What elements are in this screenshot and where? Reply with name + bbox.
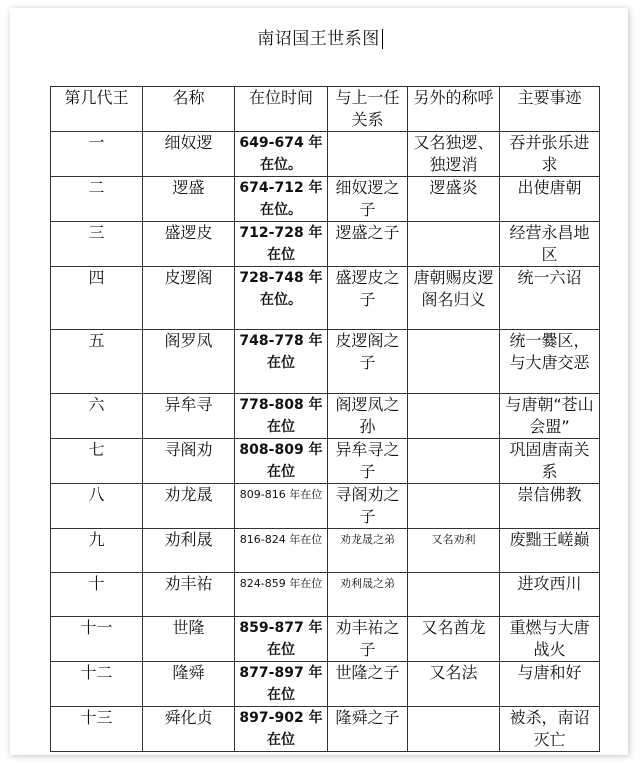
cell-name: 寻阁劝 bbox=[143, 439, 235, 484]
cell-main-events: 统一爨区，与大唐交恶 bbox=[500, 330, 600, 394]
cell-main-events: 进攻西川 bbox=[500, 573, 600, 617]
cell-main-events: 经营永昌地区 bbox=[500, 222, 600, 267]
cell-reign-period: 897-902 年在位 bbox=[235, 707, 328, 752]
cell-relation: 盛逻皮之子 bbox=[328, 267, 408, 330]
cell-reign-period: 748-778 年在位 bbox=[235, 330, 328, 394]
cell-relation: 劝利晟之弟 bbox=[328, 573, 408, 617]
cell-main-events: 废黜王嵯巅 bbox=[500, 529, 600, 573]
cell-reign-period: 877-897 年在位 bbox=[235, 662, 328, 707]
cell-main-events: 崇信佛教 bbox=[500, 484, 600, 529]
cell-reign-period: 674-712 年在位。 bbox=[235, 177, 328, 222]
cell-generation: 十 bbox=[51, 573, 143, 617]
table-row bbox=[51, 439, 600, 484]
cell-name: 细奴逻 bbox=[143, 132, 235, 177]
cell-name: 逻盛 bbox=[143, 177, 235, 222]
header-alias: 另外的称呼 bbox=[408, 87, 500, 132]
cell-alias bbox=[408, 573, 500, 617]
cell-relation: 异牟寻之子 bbox=[328, 439, 408, 484]
cell-name: 隆舜 bbox=[143, 662, 235, 707]
cell-main-events: 出使唐朝 bbox=[500, 177, 600, 222]
cell-name: 劝丰祐 bbox=[143, 573, 235, 617]
cell-name: 盛逻皮 bbox=[143, 222, 235, 267]
cell-main-events: 重燃与大唐战火 bbox=[500, 617, 600, 662]
table-row bbox=[51, 573, 600, 617]
king-lineage-table bbox=[50, 86, 600, 752]
cell-generation: 七 bbox=[51, 439, 143, 484]
cell-generation: 三 bbox=[51, 222, 143, 267]
cell-relation: 隆舜之子 bbox=[328, 707, 408, 752]
cell-relation: 细奴逻之子 bbox=[328, 177, 408, 222]
table-row bbox=[51, 330, 600, 394]
cell-generation: 十一 bbox=[51, 617, 143, 662]
cell-name: 皮逻阁 bbox=[143, 267, 235, 330]
cell-name: 异牟寻 bbox=[143, 394, 235, 439]
cell-alias: 又名酋龙 bbox=[408, 617, 500, 662]
cell-reign-period: 808-809 年在位 bbox=[235, 439, 328, 484]
cell-main-events: 与唐和好 bbox=[500, 662, 600, 707]
text-cursor bbox=[382, 29, 383, 49]
cell-reign-period: 778-808 年在位 bbox=[235, 394, 328, 439]
cell-reign-period: 712-728 年在位 bbox=[235, 222, 328, 267]
table-header-row bbox=[51, 87, 600, 132]
cell-name: 舜化贞 bbox=[143, 707, 235, 752]
cell-alias bbox=[408, 707, 500, 752]
cell-relation: 阁逻凤之孙 bbox=[328, 394, 408, 439]
cell-generation: 二 bbox=[51, 177, 143, 222]
header-main-events: 主要事迹 bbox=[500, 87, 600, 132]
cell-reign-period: 816-824 年在位 bbox=[235, 529, 328, 573]
cell-main-events: 与唐朝“苍山会盟” bbox=[500, 394, 600, 439]
cell-generation: 八 bbox=[51, 484, 143, 529]
title-text: 南诏国王世系图 bbox=[257, 29, 380, 49]
cell-generation: 十二 bbox=[51, 662, 143, 707]
cell-name: 劝龙晟 bbox=[143, 484, 235, 529]
cell-generation: 四 bbox=[51, 267, 143, 330]
cell-reign-period: 809-816 年在位 bbox=[235, 484, 328, 529]
cell-generation: 十三 bbox=[51, 707, 143, 752]
cell-name: 阁罗凤 bbox=[143, 330, 235, 394]
cell-alias bbox=[408, 222, 500, 267]
cell-name: 世隆 bbox=[143, 617, 235, 662]
table-row bbox=[51, 484, 600, 529]
cell-main-events: 统一六诏 bbox=[500, 267, 600, 330]
cell-alias bbox=[408, 484, 500, 529]
cell-relation: 逻盛之子 bbox=[328, 222, 408, 267]
cell-main-events: 被杀，南诏灭亡 bbox=[500, 707, 600, 752]
cell-generation: 九 bbox=[51, 529, 143, 573]
cell-reign-period: 824-859 年在位 bbox=[235, 573, 328, 617]
table-row bbox=[51, 707, 600, 752]
cell-reign-period: 728-748 年在位。 bbox=[235, 267, 328, 330]
cell-alias: 又名独逻、独逻消 bbox=[408, 132, 500, 177]
table-row bbox=[51, 177, 600, 222]
cell-main-events: 巩固唐南关系 bbox=[500, 439, 600, 484]
cell-generation: 五 bbox=[51, 330, 143, 394]
cell-name: 劝利晟 bbox=[143, 529, 235, 573]
cell-main-events: 吞并张乐进求 bbox=[500, 132, 600, 177]
cell-alias: 逻盛炎 bbox=[408, 177, 500, 222]
header-generation: 第几代王 bbox=[51, 87, 143, 132]
header-reign-period: 在位时间 bbox=[235, 87, 328, 132]
cell-alias bbox=[408, 330, 500, 394]
cell-generation: 六 bbox=[51, 394, 143, 439]
cell-alias: 又名法 bbox=[408, 662, 500, 707]
cell-relation: 寻阁劝之子 bbox=[328, 484, 408, 529]
cell-reign-period: 649-674 年在位。 bbox=[235, 132, 328, 177]
cell-relation bbox=[328, 132, 408, 177]
cell-generation: 一 bbox=[51, 132, 143, 177]
document-title bbox=[0, 24, 640, 49]
cell-alias: 唐朝赐皮逻阁名归义 bbox=[408, 267, 500, 330]
cell-alias bbox=[408, 394, 500, 439]
cell-relation: 世隆之子 bbox=[328, 662, 408, 707]
table-row bbox=[51, 529, 600, 573]
header-name: 名称 bbox=[143, 87, 235, 132]
table-row bbox=[51, 222, 600, 267]
table-row bbox=[51, 267, 600, 330]
table-row bbox=[51, 394, 600, 439]
cell-alias: 又名劝利 bbox=[408, 529, 500, 573]
header-relation: 与上一任关系 bbox=[328, 87, 408, 132]
table-row bbox=[51, 662, 600, 707]
cell-alias bbox=[408, 439, 500, 484]
cell-relation: 劝丰祐之子 bbox=[328, 617, 408, 662]
cell-reign-period: 859-877 年在位 bbox=[235, 617, 328, 662]
cell-relation: 皮逻阁之子 bbox=[328, 330, 408, 394]
cell-relation: 劝龙晟之弟 bbox=[328, 529, 408, 573]
table-row bbox=[51, 617, 600, 662]
table-row bbox=[51, 132, 600, 177]
